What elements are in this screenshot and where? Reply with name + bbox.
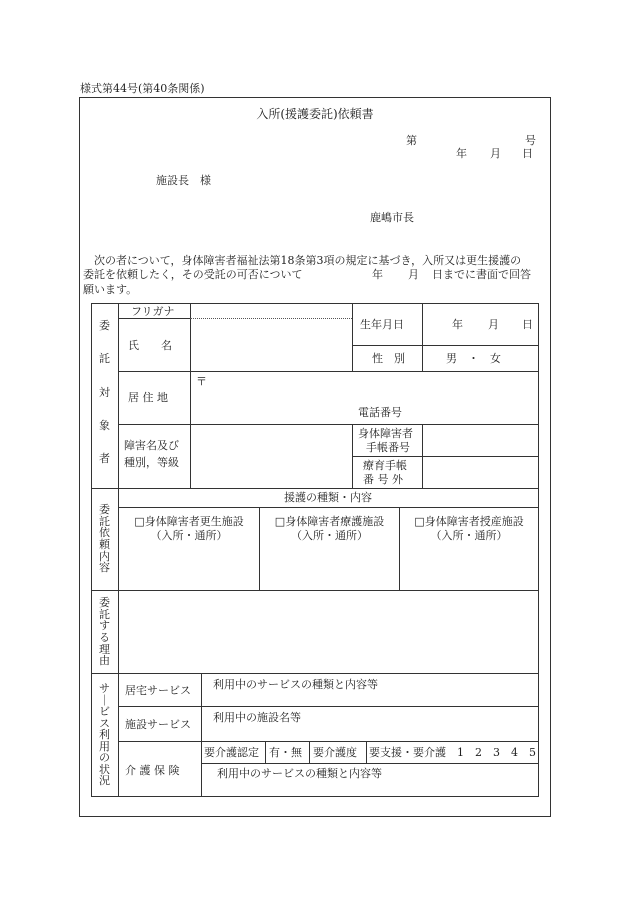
vertical-label-char: 委 — [99, 503, 110, 517]
sex-label: 性 別 — [372, 352, 405, 365]
form-number: 様式第44号(第40条関係) — [80, 82, 205, 95]
certificate-label-1: 身体障害者 — [358, 427, 413, 440]
body-line-2-year: 年 — [372, 268, 383, 281]
certificate-label-2: 手帳番号 — [366, 441, 410, 454]
vertical-label-char: る — [99, 631, 110, 644]
vertical-label-char: 利 — [99, 728, 110, 742]
date-year: 年 — [456, 147, 467, 160]
section-request-label — [91, 493, 118, 585]
section-subject-label — [91, 320, 118, 465]
vertical-label-char: 委 — [99, 319, 110, 332]
date-day: 日 — [522, 147, 533, 160]
vertical-label-char: ス — [99, 716, 110, 730]
facility-service-note: 利用中の施設名等 — [213, 711, 301, 724]
number-prefix: 第 — [406, 134, 417, 147]
vertical-label-char: 状 — [99, 762, 110, 776]
form-title: 入所(援護委託)依頼書 — [256, 107, 374, 121]
phone-label: 電話番号 — [358, 406, 402, 419]
home-service-label: 居宅サービス — [125, 684, 191, 697]
vertical-label-char: 者 — [99, 452, 110, 466]
care-insurance-label: 介 護 保 険 — [125, 764, 180, 777]
vertical-label-char: 由 — [99, 654, 110, 668]
home-service-note: 利用中のサービスの種類と内容等 — [213, 678, 378, 691]
vertical-label-char: 対 — [99, 385, 110, 399]
section-reason-label — [91, 595, 118, 669]
number-suffix: 号 — [525, 134, 536, 147]
body-line-2a: 委託を依頼したく，その受託の可否について — [83, 268, 303, 281]
facility-3-name: □身体障害者授産施設 — [414, 515, 524, 528]
body-line-1: 次の者について，身体障害者福祉法第18条第3項の規定に基づき，入所又は更生援護の — [94, 254, 522, 267]
vertical-label-char: 委 — [99, 596, 110, 610]
body-line-2b: 日までに書面で回答 — [432, 268, 531, 281]
birth-month: 月 — [488, 318, 499, 331]
body-line-3: 願います。 — [83, 283, 138, 296]
body-line-2-month: 月 — [408, 268, 419, 281]
vertical-label-char: 況 — [99, 774, 110, 788]
vertical-label-char: サ — [99, 682, 110, 696]
care-cert-label: 要介護認定 — [204, 746, 259, 759]
disability-name-label-2: 種別，等級 — [124, 456, 179, 469]
vertical-label-char: ビ — [99, 705, 110, 719]
vertical-label-char: 象 — [99, 419, 110, 433]
vertical-label-char: 頼 — [99, 538, 110, 551]
furigana-label: フリガナ — [131, 305, 175, 318]
vertical-label-char: 容 — [99, 561, 110, 575]
vertical-label-char: 内 — [99, 549, 110, 563]
vertical-label-char: ｜ — [99, 693, 110, 707]
ryoiku-label-2: 番 号 外 — [363, 473, 403, 486]
disability-name-label-1: 障害名及び — [124, 439, 179, 452]
care-cert-value: 有・無 — [269, 746, 302, 759]
birth-year: 年 — [452, 318, 463, 331]
vertical-label-char: 託 — [99, 607, 110, 621]
birth-day: 日 — [522, 318, 533, 331]
vertical-label-char: 託 — [99, 514, 110, 528]
postal-mark: 〒 — [196, 375, 207, 388]
care-level-label: 要介護度 — [313, 746, 357, 759]
name-label: 氏 名 — [128, 339, 172, 352]
date-month: 月 — [490, 147, 501, 160]
facility-3-sub: （入所・通所） — [430, 529, 508, 542]
care-note: 利用中のサービスの種類と内容等 — [217, 767, 382, 780]
sender: 鹿嶋市長 — [370, 211, 414, 224]
support-header: 援護の種類・内容 — [284, 491, 372, 504]
facility-service-label: 施設サービス — [125, 718, 191, 731]
ryoiku-label-1: 療育手帳 — [363, 459, 407, 472]
vertical-label-char: の — [99, 751, 110, 765]
birthdate-label: 生年月日 — [360, 318, 404, 331]
sex-options: 男 ・ 女 — [446, 352, 501, 365]
care-level-value: 要支援・要介護 1 2 3 4 5 — [369, 746, 536, 759]
addressee: 施設長 様 — [156, 174, 211, 187]
vertical-label-char: 用 — [99, 739, 110, 753]
facility-2-name: □身体障害者療護施設 — [274, 515, 385, 528]
address-label: 居 住 地 — [128, 391, 168, 404]
facility-1-name: □身体障害者更生施設 — [134, 515, 244, 528]
vertical-label-char: 依 — [99, 526, 110, 540]
vertical-label-char: 理 — [99, 642, 110, 656]
section-service-label — [91, 680, 118, 790]
vertical-label-char: 託 — [99, 352, 110, 366]
facility-1-sub: （入所・通所） — [150, 529, 228, 542]
vertical-label-char: す — [99, 619, 110, 633]
facility-2-sub: （入所・通所） — [291, 529, 368, 542]
